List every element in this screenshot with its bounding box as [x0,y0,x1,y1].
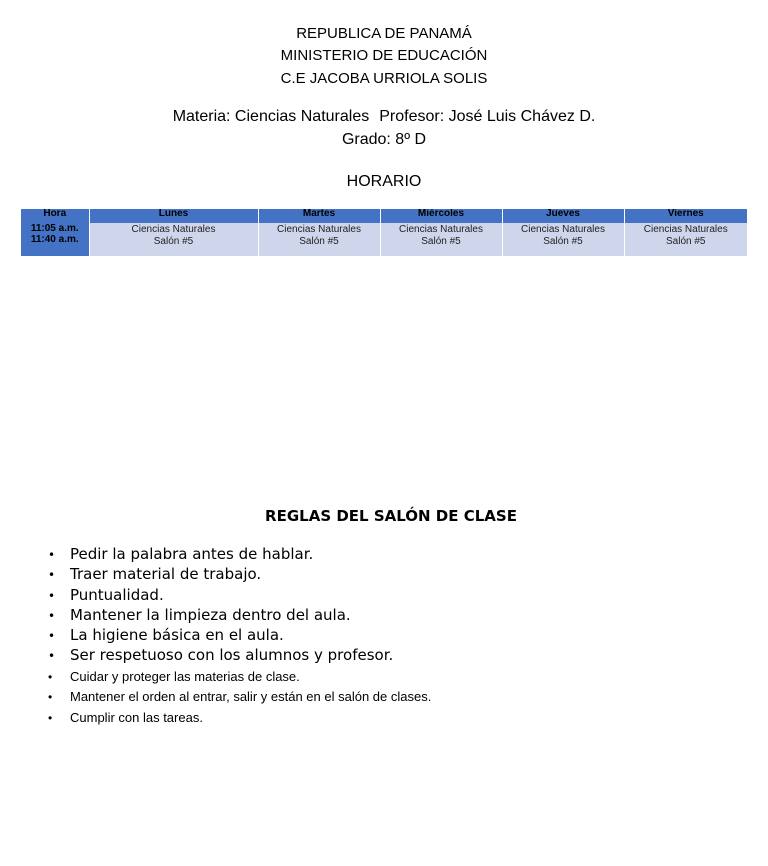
cell-viernes [624,223,747,256]
bullet-icon: • [48,649,56,664]
list-item [48,687,431,708]
col-header-martes: Martes [258,209,380,223]
cell-room: Salón #5 [299,236,339,247]
list-item [48,606,431,626]
teacher-label: Profesor: José Luis Chávez D. [379,108,596,125]
header-ministry: MINISTERIO DE EDUCACIÓN [280,47,488,64]
cell-lunes [89,223,258,256]
list-item [48,565,431,585]
cell-martes [258,223,380,256]
list-item [48,586,431,606]
list-item [48,545,431,565]
header-republic: REPUBLICA DE PANAMÁ [296,25,472,42]
schedule-table [21,209,747,256]
grade-label: Grado: 8º D [341,131,427,148]
time-cell [21,223,89,256]
bullet-icon: • [48,690,53,705]
rule-text: Mantener el orden al entrar, salir y están en el salón de clases. [70,689,432,705]
cell-miercoles [380,223,502,256]
bullet-icon: • [48,548,56,562]
rule-text: Mantener la limpieza dentro del aula. [70,605,351,624]
time-start: 11:05 a.m. [30,223,79,234]
cell-subject: Ciencias Naturales [521,224,605,235]
cell-room: Salón #5 [421,236,461,247]
rule-text: Pedir la palabra antes de hablar. [70,545,314,563]
schedule-title: HORARIO [346,173,422,190]
list-item [48,708,431,729]
table-row [21,223,747,256]
list-item [48,646,431,666]
list-item [48,667,431,688]
bullet-icon: • [48,629,56,644]
rules-list [48,545,431,728]
cell-subject: Ciencias Naturales [643,224,728,235]
rule-text: Cumplir con las tareas. [70,709,203,725]
cell-room: Salón #5 [153,236,194,247]
cell-room: Salón #5 [543,236,583,247]
rule-text: Ser respetuoso con los alumnos y profesor. [70,646,394,665]
bullet-icon: • [48,588,56,603]
bullet-icon: • [48,608,56,623]
schedule-header-row [21,209,747,223]
rule-text: La higiene básica en el aula. [70,626,284,645]
cell-jueves [502,223,624,256]
rules-title: REGLAS DEL SALÓN DE CLASE [265,507,517,525]
subject-teacher-line [0,106,768,128]
cell-subject: Ciencias Naturales [399,224,483,235]
col-header-miercoles: Miércoles [380,209,502,223]
col-header-viernes: Viernes [624,209,747,223]
rule-text: Cuidar y proteger las materias de clase. [70,668,300,684]
cell-room: Salón #5 [666,236,706,247]
time-end: 11:40 a.m. [30,234,79,245]
bullet-icon: • [48,669,53,684]
col-header-lunes: Lunes [89,209,258,223]
bullet-icon: • [48,568,56,583]
rule-text: Traer material de trabajo. [70,565,262,584]
bullet-icon: • [48,710,53,725]
col-header-hora: Hora [21,209,89,223]
cell-subject: Ciencias Naturales [277,224,361,235]
header-school: C.E JACOBA URRIOLA SOLIS [280,70,488,87]
rule-text: Puntualidad. [70,585,164,604]
col-header-jueves: Jueves [502,209,624,223]
list-item [48,626,431,646]
subject-label: Materia: Ciencias Naturales [172,108,370,125]
cell-subject: Ciencias Naturales [131,224,216,235]
